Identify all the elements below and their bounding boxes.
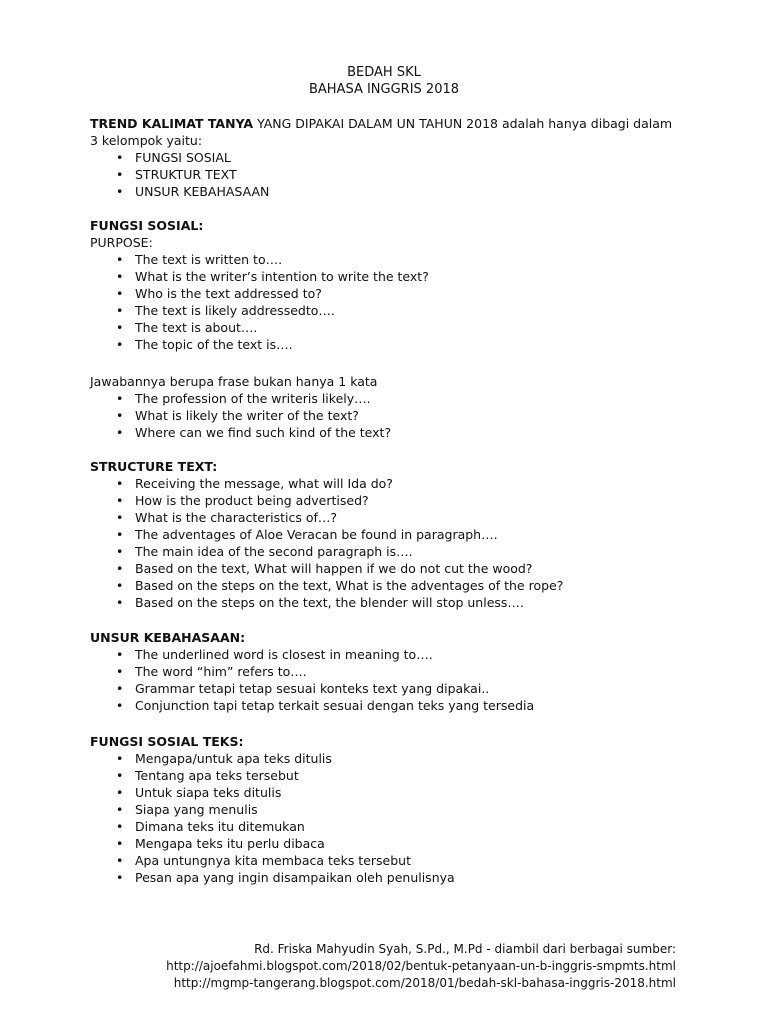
unsur-kebahasaan-list (90, 646, 690, 714)
footer-link-1[interactable]: http://ajoefahmi.blogspot.com/2018/02/bentuk-petanyaan-un-b-inggris-smpmts.html (166, 959, 676, 973)
intro-rest: YANG DIPAKAI DALAM UN TAHUN 2018 adalah hanya dibagi dalam (253, 116, 673, 131)
fungsi-sosial-teks-section (90, 733, 690, 886)
doc-title: BEDAH SKL (347, 65, 421, 80)
list-item: • Dimana teks itu ditemukan (90, 818, 690, 835)
jawaban-list (90, 390, 690, 441)
list-item: • Based on the steps on the text, the blender will stop unless…. (90, 594, 690, 611)
list-item: • Mengapa/untuk apa teks ditulis (90, 750, 690, 767)
fungsi-sosial-list (90, 251, 690, 353)
purpose-label: PURPOSE: (90, 235, 153, 250)
list-item: • The topic of the text is…. (90, 336, 690, 353)
list-item: • How is the product being advertised? (90, 492, 690, 509)
section-heading: FUNGSI SOSIAL TEKS: (90, 734, 244, 749)
list-item: • Apa untungnya kita membaca teks tersebut (90, 852, 690, 869)
list-item: • Where can we find such kind of the text? (90, 424, 690, 441)
doc-subtitle: BAHASA INGGRIS 2018 (308, 82, 460, 97)
list-item: • UNSUR KEBAHASAAN (90, 183, 690, 200)
list-item: • Grammar tetapi tetap sesuai konteks text yang dipakai.. (90, 680, 690, 697)
list-item: • The text is likely addressedto…. (90, 302, 690, 319)
list-item: • The word “him” refers to…. (90, 663, 690, 680)
unsur-kebahasaan-section (90, 629, 690, 714)
list-item: • The profession of the writeris likely…. (90, 390, 690, 407)
list-item: • The adventages of Aloe Veracan be found in paragraph…. (90, 526, 690, 543)
list-item: • The underlined word is closest in meaning to…. (90, 646, 690, 663)
list-item: • FUNGSI SOSIAL (90, 149, 690, 166)
list-item: • Pesan apa yang ingin disampaikan oleh penulisnya (90, 869, 690, 886)
footer-sources (166, 941, 676, 992)
fungsi-sosial-teks-list (90, 750, 690, 886)
jawaban-section (90, 373, 690, 441)
footer-author: Rd. Friska Mahyudin Syah, S.Pd., M.Pd - diambil dari berbagai sumber: (254, 942, 676, 956)
section-heading: STRUCTURE TEXT: (90, 459, 218, 474)
structure-text-section (90, 458, 690, 611)
list-item: • Tentang apa teks tersebut (90, 767, 690, 784)
fungsi-sosial-section (90, 217, 690, 353)
structure-text-list (90, 475, 690, 611)
list-item: • The text is written to…. (90, 251, 690, 268)
intro-line-2: 3 kelompok yaitu: (90, 133, 203, 148)
list-item: • What is the writer’s intention to write the text? (90, 268, 690, 285)
list-item: • Based on the steps on the text, What is the adventages of the rope? (90, 577, 690, 594)
intro-section (90, 115, 690, 200)
section-heading: UNSUR KEBAHASAAN: (90, 630, 246, 645)
list-item: • Receiving the message, what will Ida do? (90, 475, 690, 492)
intro-line (90, 115, 690, 132)
list-item: • The text is about…. (90, 319, 690, 336)
list-item: • The main idea of the second paragraph is…. (90, 543, 690, 560)
list-item: • Based on the text, What will happen if we do not cut the wood? (90, 560, 690, 577)
list-item: • Siapa yang menulis (90, 801, 690, 818)
list-item: • STRUKTUR TEXT (90, 166, 690, 183)
list-item: • What is the characteristics of…? (90, 509, 690, 526)
list-item: • Conjunction tapi tetap terkait sesuai dengan teks yang tersedia (90, 697, 690, 714)
section-heading: FUNGSI SOSIAL: (90, 218, 204, 233)
list-item: • Who is the text addressed to? (90, 285, 690, 302)
intro-list (90, 149, 690, 200)
list-item: • What is likely the writer of the text? (90, 407, 690, 424)
list-item: • Mengapa teks itu perlu dibaca (90, 835, 690, 852)
intro-bold: TREND KALIMAT TANYA (90, 116, 254, 131)
jawaban-line: Jawabannya berupa frase bukan hanya 1 kata (90, 374, 378, 389)
footer-link-2[interactable]: http://mgmp-tangerang.blogspot.com/2018/01/bedah-skl-bahasa-inggris-2018.html (173, 976, 676, 990)
list-item: • Untuk siapa teks ditulis (90, 784, 690, 801)
